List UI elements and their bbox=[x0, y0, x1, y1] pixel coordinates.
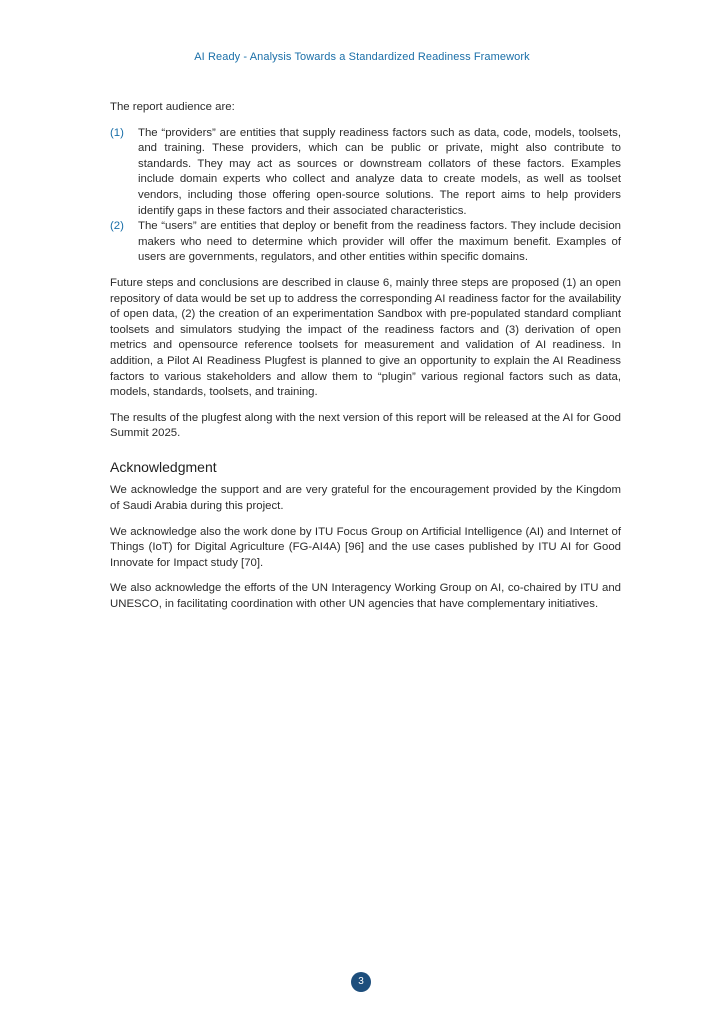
acknowledgment-paragraph: We acknowledge the support and are very grateful for the encouragement provided by the Kingdom of Saudi Arabia during this project. bbox=[110, 484, 621, 513]
acknowledgment-heading: Acknowledgment bbox=[110, 458, 217, 475]
list-item-users bbox=[110, 219, 621, 266]
audience-list bbox=[110, 126, 621, 266]
plugfest-paragraph: The results of the plugfest along with the next version of this report will be released at the AI for Good Summit 2025. bbox=[110, 411, 621, 440]
page-number-badge: 3 bbox=[351, 972, 371, 992]
acknowledgment-paragraph: We acknowledge also the work done by ITU Focus Group on Artificial Intelligence (AI) and Internet of Things (IoT) for Digital Agriculture (FG-AI4A) [96] and the use cases published by ITU AI for Good Innovate for Impact study [70]. bbox=[110, 525, 621, 569]
acknowledgment-paragraph: We also acknowledge the efforts of the UN Interagency Working Group on AI, co-chaired by ITU and UNESCO, in facilitating coordination with other UN agencies that have complementary initiatives. bbox=[110, 582, 621, 611]
page-body bbox=[110, 100, 621, 623]
list-item-providers bbox=[110, 126, 621, 220]
running-header: AI Ready - Analysis Towards a Standardized Readiness Framework bbox=[194, 51, 530, 63]
list-number: (1) bbox=[110, 126, 124, 139]
list-number: (2) bbox=[110, 220, 124, 233]
list-item-text: The “providers” are entities that supply readiness factors such as data, code, models, toolsets, and training. These providers, which can be public or private, might also contribute to standards. They may act as sources or downstream collators of these factors. Examples include domain experts who collect and analyze data to create models, as well as toolset vendors, including those offering open-source solutions. The report aims to help providers identify gaps in these factors and their associated characteristics. bbox=[138, 126, 621, 217]
list-item-text: The “users” are entities that deploy or benefit from the readiness factors. They include decision makers who need to determine which provider will offer the maximum benefit. Examples of users are governments, regulators, and other entities within specific domains. bbox=[138, 220, 621, 264]
future-steps-paragraph: Future steps and conclusions are described in clause 6, mainly three steps are proposed (1) an open repository of data would be set up to address the corresponding AI readiness factor for the availability of open data, (2) the creation of an experimentation Sandbox with pre-populated standard compliant toolsets and simulators studying the impact of the readiness factors and (3) derivation of open metrics and opensource reference toolsets for measurement and validation of AI readiness. In addition, a Pilot AI Readiness Plugfest is planned to give an opportunity to explain the AI Readiness factors to various stakeholders and allow them to “plugin” various regional factors such as data, models, standards, toolsets, and training. bbox=[110, 276, 621, 399]
audience-intro: The report audience are: bbox=[110, 101, 235, 113]
